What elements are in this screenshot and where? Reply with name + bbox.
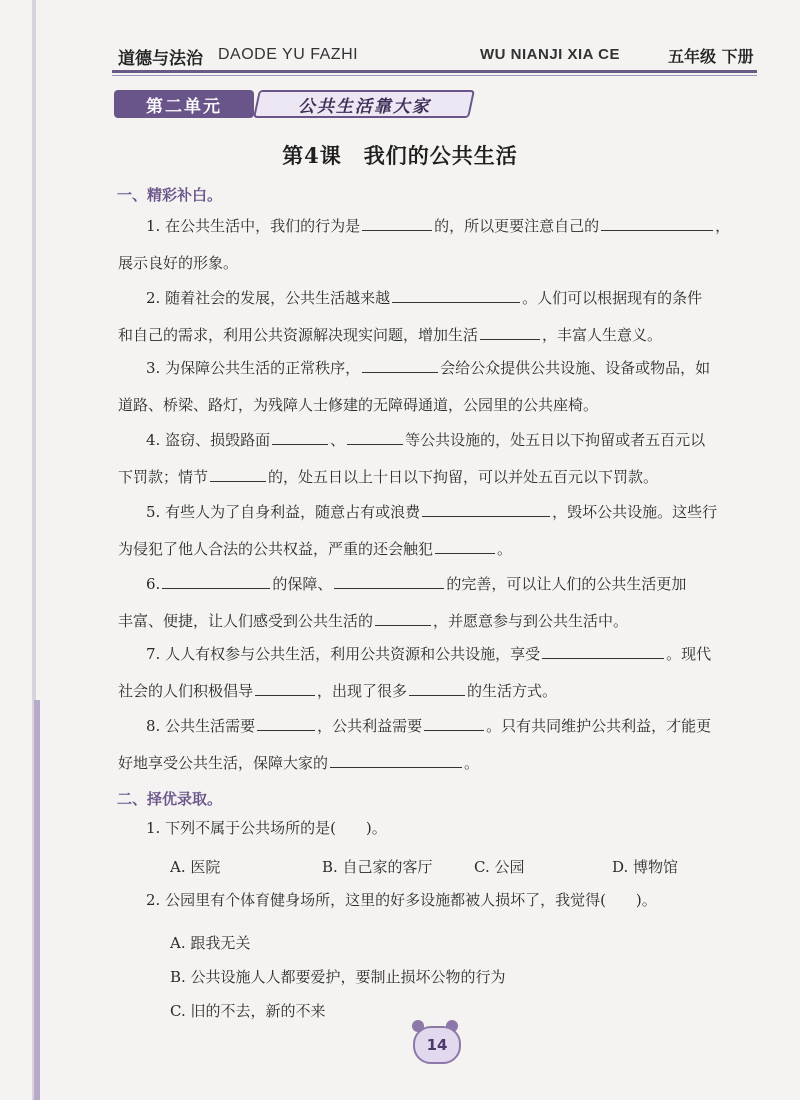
choice-2-option-c[interactable]: C. 旧的不去，新的不来 (170, 1002, 326, 1020)
answer-blank[interactable] (375, 609, 431, 626)
unit-title (253, 90, 475, 118)
answer-blank[interactable] (480, 323, 540, 340)
unit-tag: 第二单元 (114, 90, 254, 118)
header-rule (112, 70, 757, 73)
fill-question-7: 7. 人人有权参与公共生活，利用公共资源和公共设施，享受 。现代 社会的人们积极倡导 ，出现了很多 的生活方式。 (118, 636, 768, 710)
answer-blank[interactable] (330, 751, 462, 768)
section-fill-in-title: 一、精彩补白。 (117, 186, 223, 204)
fill-question-1: 1. 在公共生活中，我们的行为是 的，所以更要注意自己的 ， 展示良好的形象。 (118, 208, 768, 282)
answer-blank[interactable] (210, 465, 266, 482)
fill-question-3: 3. 为保障公共生活的正常秩序， 会给公众提供公共设施、设备或物品，如 道路、桥梁、路灯，为残障人士修建的无障碍通道，公园里的公共座椅。 (118, 350, 768, 424)
answer-blank[interactable] (162, 572, 270, 589)
answer-blank[interactable] (272, 428, 328, 445)
subject-title-en: DAODE YU FAZHI (218, 46, 359, 63)
choice-1-option-b[interactable]: B. 自己家的客厅 (322, 858, 433, 876)
fill-question-6: 6. 的保障、 的完善，可以让人们的公共生活更加 丰富、便捷，让人们感受到公共生活的 ，并愿意参与到公共生活中。 (118, 566, 768, 640)
grade-title-cn: 五年级 下册 (668, 47, 754, 66)
choice-1-option-a[interactable]: A. 医院 (170, 858, 221, 876)
fill-question-8: 8. 公共生活需要 ，公共利益需要 。只有共同维护公共利益，才能更 好地享受公共生活，保障大家的 。 (118, 708, 768, 782)
answer-blank[interactable] (362, 356, 438, 373)
subject-title-cn: 道德与法治 (118, 49, 203, 69)
answer-blank[interactable] (424, 714, 484, 731)
answer-blank[interactable] (601, 214, 713, 231)
unit-title-text: 公共生活靠大家 (297, 96, 431, 117)
choice-1-option-c[interactable]: C. 公园 (474, 858, 525, 876)
answer-blank[interactable] (334, 572, 444, 589)
choice-2-option-b[interactable]: B. 公共设施人人都要爱护，要制止损坏公物的行为 (170, 968, 506, 986)
answer-blank[interactable] (362, 214, 432, 231)
lesson-title: 第4课 我们的公共生活 (282, 143, 518, 168)
fill-question-2: 2. 随着社会的发展，公共生活越来越 。人们可以根据现有的条件 和自己的需求，利用公共资源解决现实问题，增加生活 ，丰富人生意义。 (118, 280, 768, 354)
answer-blank[interactable] (347, 428, 403, 445)
page-number: 14 (413, 1026, 461, 1064)
page-binding-shade (34, 700, 40, 1100)
section-choice-title: 二、择优录取。 (117, 790, 223, 808)
grade-title-en: WU NIANJI XIA CE (480, 46, 620, 63)
header-rule-thin (112, 75, 757, 76)
answer-blank[interactable] (542, 642, 664, 659)
answer-blank[interactable] (257, 714, 315, 731)
choice-question-1: 1. 下列不属于公共场所的是( )。 (146, 819, 387, 837)
choice-2-option-a[interactable]: A. 跟我无关 (170, 934, 251, 952)
fill-question-5: 5. 有些人为了自身利益，随意占有或浪费 ，毁坏公共设施。这些行 为侵犯了他人合法的公共权益，严重的还会触犯 。 (118, 494, 768, 568)
answer-blank[interactable] (255, 679, 315, 696)
answer-blank[interactable] (422, 500, 550, 517)
choice-1-option-d[interactable]: D. 博物馆 (612, 858, 679, 876)
fill-question-4: 4. 盗窃、损毁路面 、 等公共设施的，处五日以下拘留或者五百元以 下罚款；情节 的，处五日以上十日以下拘留，可以并处五百元以下罚款。 (118, 422, 768, 496)
answer-blank[interactable] (409, 679, 465, 696)
answer-blank[interactable] (435, 537, 495, 554)
choice-question-2: 2. 公园里有个体育健身场所，这里的好多设施都被人损坏了，我觉得( )。 (146, 891, 657, 909)
answer-blank[interactable] (392, 286, 520, 303)
